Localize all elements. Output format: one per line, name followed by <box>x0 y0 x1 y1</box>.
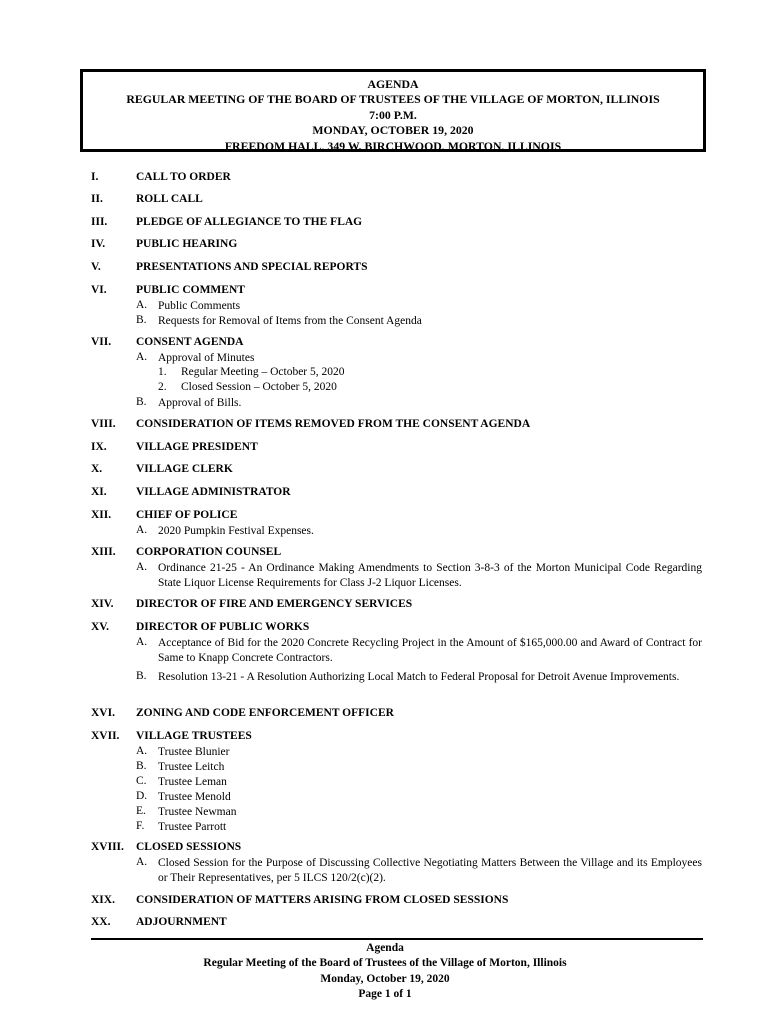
sub-item-letter: F. <box>136 820 145 832</box>
sub-item-letter: B. <box>136 314 147 326</box>
sub-item-letter: A. <box>136 745 148 757</box>
item-title: VILLAGE TRUSTEES <box>136 730 252 742</box>
sub-item-text: Resolution 13-21 - A Resolution Authorizing Local Match to Federal Proposal for Detroit Avenue Improvements. <box>158 671 680 683</box>
sub-item-letter: B. <box>136 396 147 408</box>
sub-item-text: Requests for Removal of Items from the Consent Agenda <box>158 315 422 327</box>
sub-item-letter: A. <box>136 351 148 363</box>
item-title: VILLAGE CLERK <box>136 463 233 475</box>
item-title: CONSIDERATION OF MATTERS ARISING FROM CLOSED SESSIONS <box>136 894 509 906</box>
sub-item-text: Acceptance of Bid for the 2020 Concrete Recycling Project in the Amount of $165,000.00 and Award of Contract for Same to Knapp Concrete Contractors. <box>158 637 702 664</box>
nested-item-text: Closed Session – October 5, 2020 <box>181 381 337 393</box>
nested-item-number: 1. <box>158 366 167 378</box>
item-title: PLEDGE OF ALLEGIANCE TO THE FLAG <box>136 216 363 228</box>
item-number: XI. <box>91 486 107 498</box>
item-number: II. <box>91 193 103 205</box>
sub-item-letter: A. <box>136 299 148 311</box>
sub-item-letter: B. <box>136 670 147 682</box>
footer-divider <box>91 938 703 940</box>
sub-item-letter: B. <box>136 760 147 772</box>
header-time: 7:00 P.M. <box>369 107 417 122</box>
sub-item-text: Ordinance 21-25 - An Ordinance Making Amendments to Section 3-8-3 of the Morton Municipal Code Regarding State Liquor License Requirements for Class J-2 Liquor Licenses. <box>158 562 702 589</box>
item-title: ADJOURNMENT <box>136 916 227 928</box>
sub-item-text: Public Comments <box>158 300 241 312</box>
item-number: III. <box>91 216 108 228</box>
sub-item-text: Trustee Leman <box>158 776 227 788</box>
item-title: PRESENTATIONS AND SPECIAL REPORTS <box>136 261 368 273</box>
item-number: VIII. <box>91 418 116 430</box>
sub-item-letter: A. <box>136 561 148 573</box>
item-number: XIII. <box>91 546 116 558</box>
item-number: XVIII. <box>91 841 124 853</box>
sub-item-text: 2020 Pumpkin Festival Expenses. <box>158 525 314 537</box>
item-title: ROLL CALL <box>136 193 203 205</box>
item-number: IX. <box>91 441 107 453</box>
sub-item-letter: E. <box>136 805 146 817</box>
item-title: VILLAGE PRESIDENT <box>136 441 258 453</box>
footer-page-number: Page 1 of 1 <box>358 988 412 1001</box>
header-title: AGENDA <box>367 77 419 91</box>
item-number: I. <box>91 171 99 183</box>
sub-item-text: Approval of Minutes <box>158 352 255 364</box>
sub-item-text: Approval of Bills. <box>158 397 242 409</box>
sub-item-letter: D. <box>136 790 148 802</box>
header-meeting-name: REGULAR MEETING OF THE BOARD OF TRUSTEES OF THE VILLAGE OF MORTON, ILLINOIS <box>126 92 660 107</box>
item-title: CLOSED SESSIONS <box>136 841 242 853</box>
item-number: XX. <box>91 916 111 928</box>
sub-item-text: Trustee Newman <box>158 806 237 818</box>
sub-item-letter: A. <box>136 856 148 868</box>
sub-item-letter: A. <box>136 524 148 536</box>
nested-item-number: 2. <box>158 381 167 393</box>
item-title: CONSENT AGENDA <box>136 336 244 348</box>
sub-item-text: Trustee Parrott <box>158 821 227 833</box>
sub-item-text: Trustee Leitch <box>158 761 225 773</box>
sub-item-letter: C. <box>136 775 147 787</box>
header-date: MONDAY, OCTOBER 19, 2020 <box>312 123 474 138</box>
item-title: PUBLIC HEARING <box>136 238 238 250</box>
footer-date: Monday, October 19, 2020 <box>320 972 450 985</box>
page-footer <box>0 941 770 1003</box>
item-title: CORPORATION COUNSEL <box>136 546 282 558</box>
item-number: XIX. <box>91 894 115 906</box>
item-number: VII. <box>91 336 112 348</box>
item-title: VILLAGE ADMINISTRATOR <box>136 486 291 498</box>
sub-item-text: Trustee Blunier <box>158 746 230 758</box>
item-title: PUBLIC COMMENT <box>136 284 245 296</box>
item-title: CONSIDERATION OF ITEMS REMOVED FROM THE CONSENT AGENDA <box>136 418 531 430</box>
sub-item-letter: A. <box>136 636 148 648</box>
item-title: ZONING AND CODE ENFORCEMENT OFFICER <box>136 707 394 719</box>
item-title: CHIEF OF POLICE <box>136 509 238 521</box>
item-number: XII. <box>91 509 112 521</box>
sub-item-text: Trustee Menold <box>158 791 231 803</box>
nested-item-text: Regular Meeting – October 5, 2020 <box>181 366 345 378</box>
item-title: DIRECTOR OF FIRE AND EMERGENCY SERVICES <box>136 598 413 610</box>
item-number: X. <box>91 463 103 475</box>
agenda-header-box <box>80 69 706 152</box>
item-number: VI. <box>91 284 107 296</box>
item-title: CALL TO ORDER <box>136 171 231 183</box>
sub-item-text: Closed Session for the Purpose of Discussing Collective Negotiating Matters Between the Village and its Employees or Their Representatives, per 5 ILCS 120/2(c)(2). <box>158 857 702 884</box>
item-title: DIRECTOR OF PUBLIC WORKS <box>136 621 310 633</box>
item-number: IV. <box>91 238 106 250</box>
footer-meeting-name: Regular Meeting of the Board of Trustees of the Village of Morton, Illinois <box>203 957 567 970</box>
item-number: V. <box>91 261 101 273</box>
item-number: XVI. <box>91 707 115 719</box>
header-location: FREEDOM HALL, 349 W. BIRCHWOOD, MORTON, ILLINOIS <box>224 138 562 153</box>
item-number: XIV. <box>91 598 114 610</box>
item-number: XVII. <box>91 730 120 742</box>
item-number: XV. <box>91 621 110 633</box>
footer-title: Agenda <box>366 942 404 954</box>
